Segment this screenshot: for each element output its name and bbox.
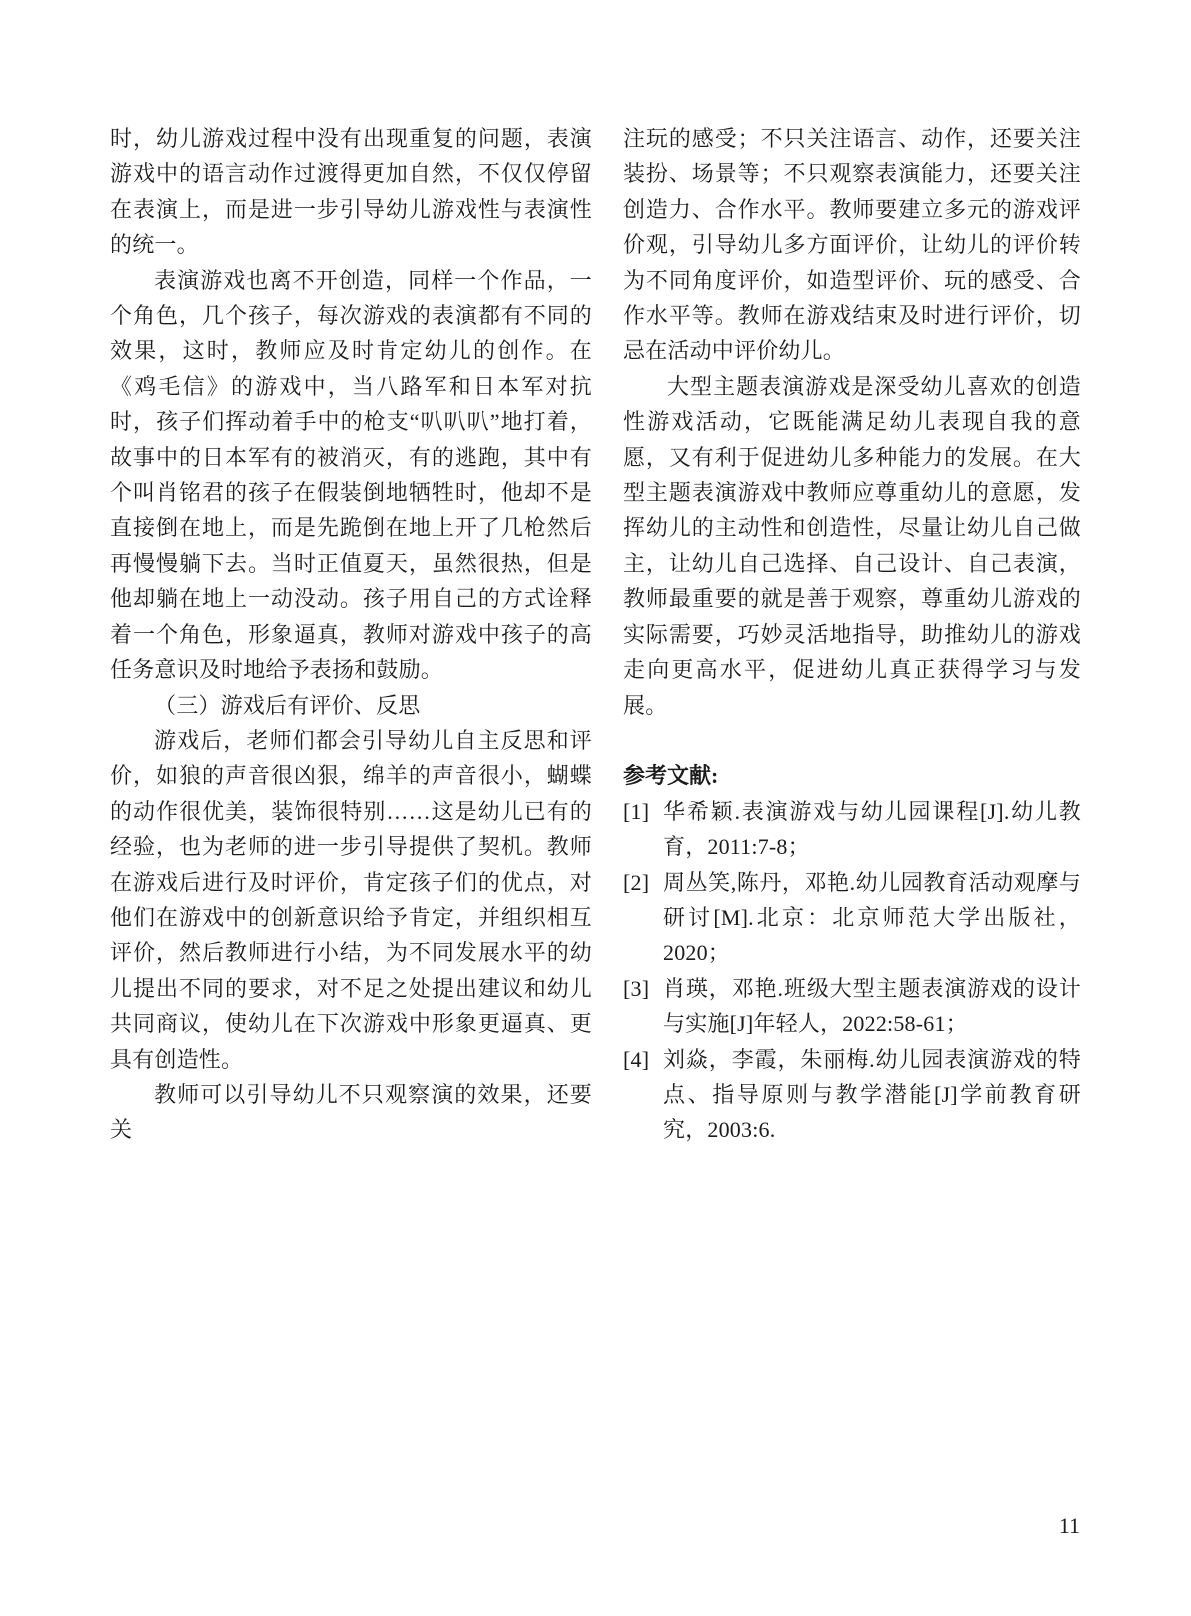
reference-marker: [3] [623,975,650,1001]
reference-item [623,1042,1081,1148]
reference-item [623,971,1081,1042]
section-heading: （三）游戏后有评价、反思 [154,692,421,718]
reference-marker: [4] [623,1046,650,1072]
reference-text: 华希颖.表演游戏与幼儿园课程[J].幼儿教育，2011:7-8； [663,798,1081,860]
left-column [110,121,592,1148]
reference-item [623,794,1081,865]
reference-text: 肖瑛，邓艳.班级大型主题表演游戏的设计与实施[J]年轻人，2022:58-61； [663,975,1081,1037]
paragraph: 大型主题表演游戏是深受幼儿喜欢的创造性游戏活动，它既能满足幼儿表现自我的意愿，又有利于促进幼儿多种能力的发展。在大型主题表演游戏中教师应尊重幼儿的意愿，发挥幼儿的主动性和创造性，尽量让幼儿自己做主，让幼儿自己选择、自己设计、自己表演，教师最重要的就是善于观察，尊重幼儿游戏的实际需要，巧妙灵活地指导，助推幼儿的游戏走向更高水平，促进幼儿真正获得学习与发展。 [623,373,1081,718]
page-number: 11 [1058,1513,1080,1538]
reference-text: 周丛笑,陈丹，邓艳.幼儿园教育活动观摩与研讨[M].北京：北京师范大学出版社，2020； [663,869,1081,966]
paragraph: 教师可以引导幼儿不只观察演的效果，还要关 [110,1081,592,1143]
paragraph: 游戏后，老师们都会引导幼儿自主反思和评价，如狼的声音很凶狠，绵羊的声音很小，蝴蝶的动作很优美，装饰很特别……这是幼儿已有的经验，也为老师的进一步引导提供了契机。教师在游戏后进行及时评价，肯定孩子们的优点，对他们在游戏中的创新意识给予肯定，并组织相互评价，然后教师进行小结，为不同发展水平的幼儿提出不同的要求，对不足之处提出建议和幼儿共同商议，使幼儿在下次游戏中形象更逼真、更具有创造性。 [110,727,592,1072]
reference-item [623,865,1081,971]
blank-line [623,723,1081,758]
paragraph-continuation: 注玩的感受；不只关注语言、动作，还要关注装扮、场景等；不只观察表演能力，还要关注创造力、合作水平。教师要建立多元的游戏评价观，引导幼儿多方面评价，让幼儿的评价转为不同角度评价，如造型评价、玩的感受、合作水平等。教师在游戏结束及时进行评价，切忌在活动中评价幼儿。 [623,126,1081,364]
paragraph-continuation: 时，幼儿游戏过程中没有出现重复的问题，表演游戏中的语言动作过渡得更加自然，不仅仅停留在表演上，而是进一步引导幼儿游戏性与表演性的统一。 [110,126,592,258]
references-heading: 参考文献: [623,763,719,789]
reference-marker: [2] [623,869,650,895]
reference-text: 刘焱，李霞，朱丽梅.幼儿园表演游戏的特点、指导原则与教学潜能[J]学前教育研究，2003:6. [663,1046,1081,1143]
reference-marker: [1] [623,798,650,824]
right-column [623,121,1081,1148]
paragraph: 表演游戏也离不开创造，同样一个作品，一个角色，几个孩子，每次游戏的表演都有不同的效果，这时，教师应及时肯定幼儿的创作。在《鸡毛信》的游戏中，当八路军和日本军对抗时，孩子们挥动着手中的枪支“叭叭叭”地打着，故事中的日本军有的被消灭，有的逃跑，其中有个叫肖铭君的孩子在假装倒地牺牲时，他却不是直接倒在地上，而是先跪倒在地上开了几枪然后再慢慢躺下去。当时正值夏天，虽然很热，但是他却躺在地上一动没动。孩子用自己的方式诠释着一个角色，形象逼真，教师对游戏中孩子的高任务意识及时地给予表扬和鼓励。 [110,267,592,683]
